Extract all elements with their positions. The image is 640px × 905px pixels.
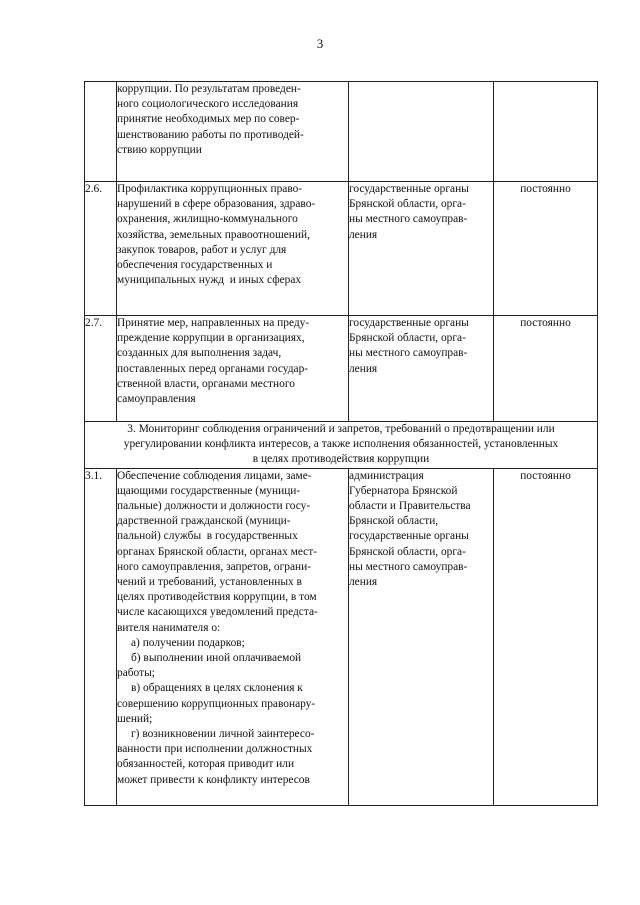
- measure-line: ного самоуправления, запретов, ограни-: [117, 560, 312, 573]
- measure-line: закупок товаров, работ и услуг для: [117, 243, 287, 256]
- executor-line: государственные органы: [349, 530, 469, 543]
- measure-line: хозяйства, земельных правоотношений,: [117, 228, 310, 241]
- measure-line: вителя нанимателя о:: [117, 621, 221, 634]
- executor-line: ны местного самоуправ-: [349, 560, 468, 573]
- table-row-3-1: [85, 468, 598, 805]
- measure-line: преждение коррупции в организациях,: [117, 332, 305, 345]
- heading-line: урегулировании конфликта интересов, а также исполнения обязанностей, установленных: [123, 438, 559, 451]
- executor-line: ления: [349, 228, 378, 241]
- executor-cell: [349, 182, 494, 316]
- measure-cell: [117, 182, 349, 316]
- executor-line: Брянской области,: [349, 515, 439, 528]
- table-row-2-7: [85, 316, 598, 422]
- measure-line: самоуправления: [117, 393, 196, 406]
- measure-cell: [117, 82, 349, 182]
- list-item-d: г) возникновении личной заинтересо-: [131, 728, 315, 741]
- measure-line: числе касающихся уведомлений предста-: [117, 606, 318, 619]
- executor-line: Брянской области, орга-: [349, 198, 466, 211]
- list-item-c-cont: совершению коррупционных правонару-: [117, 697, 316, 710]
- term-cell: постоянно: [494, 182, 598, 316]
- measure-line: дарственной гражданской (муници-: [117, 515, 291, 528]
- measure-line: охранения, жилищно-коммунального: [117, 213, 298, 226]
- measure-cell: [117, 468, 349, 805]
- executor-line: государственные органы: [349, 183, 469, 195]
- term-cell: постоянно: [494, 468, 598, 805]
- section-heading-row: [85, 422, 598, 469]
- page-number: 3: [316, 36, 324, 51]
- executor-line: ны местного самоуправ-: [349, 347, 468, 360]
- measures-table: [84, 81, 598, 806]
- executor-line: ны местного самоуправ-: [349, 213, 468, 226]
- term-cell: постоянно: [494, 316, 598, 422]
- table-row-2-6: [85, 182, 598, 316]
- list-item-d-cont: может привести к конфликту интересов: [117, 773, 310, 786]
- heading-line: в целях противодействия коррупции: [252, 453, 430, 466]
- executor-cell: [349, 468, 494, 805]
- list-item-a: а) получении подарков;: [131, 636, 245, 649]
- executor-line: Брянской области, орга-: [349, 545, 466, 558]
- measure-line: шенствованию работы по противодей-: [117, 128, 304, 141]
- measure-line: муниципальных нужд и иных сферах: [117, 274, 302, 287]
- executor-line: Губернатора Брянской: [349, 484, 458, 497]
- measure-line: ственной власти, органами местного: [117, 377, 295, 390]
- list-item-b-cont: работы;: [117, 667, 155, 680]
- executor-line: администрация: [349, 469, 424, 482]
- executor-cell: [349, 82, 494, 182]
- row-number: 3.1.: [85, 468, 117, 805]
- measure-line: пальные) должности и должности госу-: [117, 500, 311, 513]
- measure-line: Обеспечение соблюдения лицами, заме-: [117, 469, 312, 482]
- measure-line: щающими государственные (муници-: [117, 484, 301, 497]
- row-number-cell: [85, 82, 117, 182]
- executor-line: государственные органы: [349, 317, 469, 329]
- row-number: 2.7.: [85, 316, 117, 422]
- executor-cell: [349, 316, 494, 422]
- measure-line: нарушений в сфере образования, здраво-: [117, 198, 316, 211]
- list-item-d-cont: обязанностей, которая приводит или: [117, 758, 295, 771]
- measure-line: ного социологического исследования: [117, 98, 299, 111]
- list-item-c-cont: шений;: [117, 712, 153, 725]
- measure-line: Принятие мер, направленных на преду-: [117, 317, 310, 329]
- list-item-c: в) обращениях в целях склонения к: [131, 682, 303, 695]
- measure-line: созданных для выполнения задач,: [117, 347, 282, 360]
- term-cell: [494, 82, 598, 182]
- measure-line: целях противодействия коррупции, в том: [117, 591, 317, 604]
- measure-line: поставленных перед органами государ-: [117, 362, 309, 375]
- measure-cell: [117, 316, 349, 422]
- list-item-b: б) выполнении иной оплачиваемой: [131, 652, 302, 665]
- measure-line: принятие необходимых мер по совер-: [117, 113, 300, 126]
- measure-line: ствию коррупции: [117, 143, 202, 156]
- executor-line: ления: [349, 576, 378, 589]
- measure-line: чений и требований, установленных в: [117, 576, 302, 589]
- measure-line: коррупции. По результатам проведен-: [117, 83, 301, 95]
- measure-line: органах Брянской области, органах мест-: [117, 545, 317, 558]
- executor-line: области и Правительства: [349, 500, 471, 513]
- measure-line: пальной) службы в государственных: [117, 530, 298, 543]
- table-row-continuation: [85, 82, 598, 182]
- measure-line: обеспечения государственных и: [117, 259, 273, 272]
- list-item-d-cont: ванности при исполнении должностных: [117, 743, 313, 756]
- section-heading: [85, 422, 598, 469]
- row-number: 2.6.: [85, 182, 117, 316]
- measure-line: Профилактика коррупционных право-: [117, 183, 303, 195]
- executor-line: ления: [349, 362, 378, 375]
- heading-line: 3. Мониторинг соблюдения ограничений и запретов, требований о предотвращении или: [127, 423, 555, 435]
- executor-line: Брянской области, орга-: [349, 332, 466, 345]
